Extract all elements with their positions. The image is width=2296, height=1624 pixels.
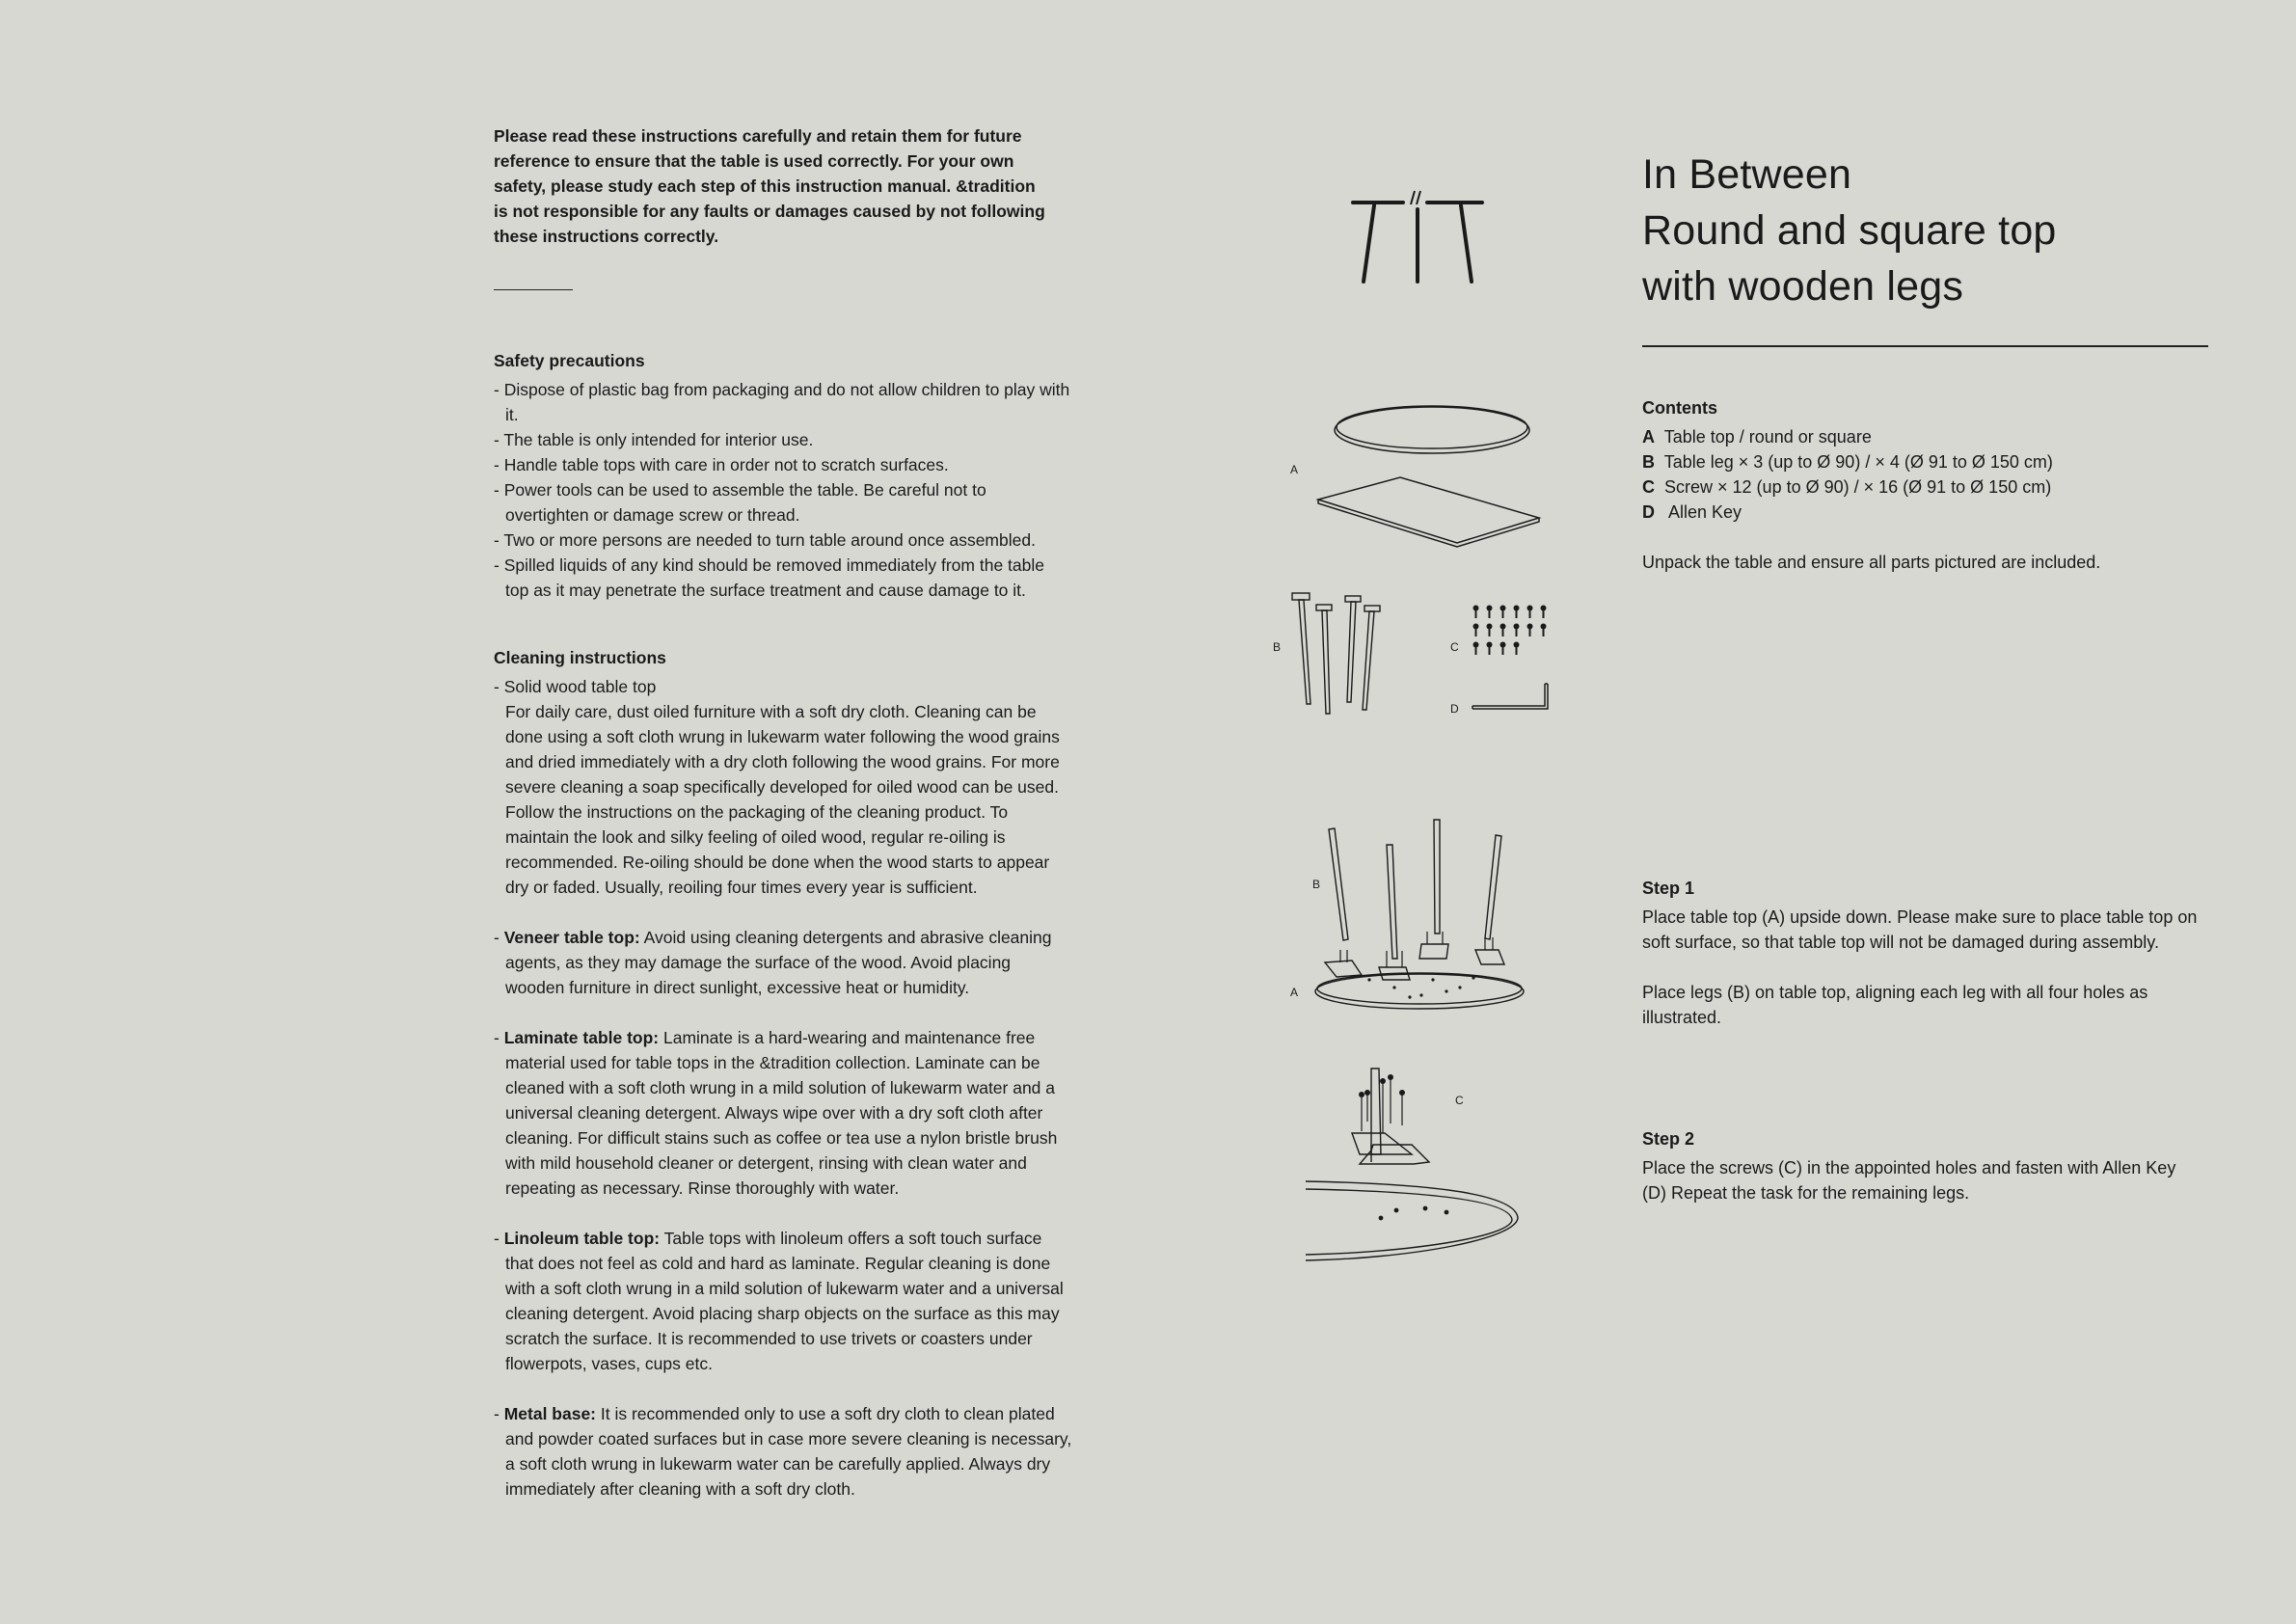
step1-illustration (1302, 818, 1538, 1020)
title-line-3: with wooden legs (1642, 263, 1964, 310)
list-item: - Dispose of plastic bag from packaging and do not allow children to play with it. (494, 380, 1070, 424)
cleaning-title: Cleaning instructions (494, 648, 666, 667)
table-top-illustration (1311, 400, 1553, 555)
step2-illustration (1304, 1066, 1530, 1278)
title-line-2: Round and square top (1642, 207, 2057, 254)
title-line-1: In Between (1642, 151, 1852, 198)
step1-text-2: Place legs (B) on table top, aligning each leg with all four holes as illustrated. (1642, 983, 2148, 1027)
list-item (494, 674, 1072, 900)
contents-item-a: A Table top / round or square (1642, 427, 1872, 447)
step1-text-1: Place table top (A) upside down. Please make sure to place table top on soft surface, so that table top will not be damaged during assembly. (1642, 907, 2198, 952)
linoleum-label: Linoleum table top: (503, 1229, 661, 1248)
list-item: - Veneer table top: Avoid using cleaning detergents and abrasive cleaning agents, as they may damage the surface of the wood. Avoid placing wooden furniture in direct sunlight, excessive heat or humidity. (494, 928, 1052, 997)
cleaning-list (494, 674, 1072, 900)
contents-item-d: D Allen Key (1642, 502, 1742, 522)
laminate-body: Laminate is a hard-wearing and maintenance free material used for table tops in the &tradition collection. Laminate can be cleaned with a soft cloth wrung in a mild solution of lukewarm water and a universal cleaning detergent. Always wipe over with a dry soft cloth after cleaning. For difficult stains such as coffee or tea use a nylon bristle brush with mild household cleaner or detergent, rinsing with clean water and repeating as necessary. Rinse thoroughly with water. (505, 1028, 1058, 1198)
label-a: A (1290, 463, 1299, 476)
list-item: - Linoleum table top: Table tops with linoleum offers a soft touch surface that does not feel as cold and hard as laminate. Regular cleaning is done with a soft cloth wrung in a mild solution of lukewarm water and a universal cleaning detergent. Avoid placing sharp objects on the surface as this may scratch the surface. It is recommended to use trivets or coasters under flowerpots, vases, cups etc. (494, 1229, 1064, 1373)
laminate-label: Laminate table top: (503, 1028, 660, 1047)
contents-list (1642, 424, 2211, 525)
safety-title: Safety precautions (494, 351, 645, 370)
step1-title: Step 1 (1642, 879, 1695, 898)
title-divider (1642, 345, 2208, 347)
solid-wood-body: For daily care, dust oiled furniture with a soft dry cloth. Cleaning can be done using a soft cloth wrung in lukewarm water following the wood grains and dried immediately with a dry cloth following the wood grains. For more severe cleaning a soap specifically developed for oiled wood can be used. Follow the instructions on the packaging of the cleaning product. To maintain the look and silky feeling of oiled wood, regular re-oiling is recommended. Re-oiling should be done when the wood starts to appear dry or faded. Usually, reoiling four times every year is sufficient. (505, 702, 1060, 897)
metal-body: It is recommended only to use a soft dry cloth to clean plated and powder coated surfaces but in case more severe cleaning is necessary, a soft cloth wrung in lukewarm water can be carefully applied. Always dry immediately after cleaning with a soft dry cloth. (505, 1404, 1072, 1499)
step-1 (1642, 876, 2221, 1030)
brand-logo-icon (1345, 188, 1490, 289)
product-column (1642, 147, 2211, 575)
divider (494, 289, 573, 290)
list-item: - Handle table tops with care in order not to scratch surfaces. (494, 455, 949, 474)
allen-key-illustration (1471, 680, 1557, 714)
solid-wood-head: - Solid wood table top (494, 677, 657, 696)
label-d: D (1450, 702, 1459, 716)
label-c-step2: C (1455, 1094, 1464, 1107)
metal-label: Metal base: (503, 1404, 597, 1423)
veneer-body: Avoid using cleaning detergents and abrasive cleaning agents, as they may damage the surface of the wood. Avoid placing wooden furniture in direct sunlight, excessive heat or humidity. (505, 928, 1052, 997)
table-legs-illustration (1287, 590, 1398, 720)
label-b-step1: B (1312, 878, 1321, 891)
step2-title: Step 2 (1642, 1129, 1695, 1149)
page-title (1642, 147, 2211, 314)
intro-text: Please read these instructions carefully and retain them for future reference to ensure that the table is used correctly. For your own safety, please study each step of this instruction manual. &tradition is not responsible for any faults or damages caused by not following these instructions correctly. (494, 126, 1045, 246)
safety-list (494, 377, 1072, 603)
linoleum-body: Table tops with linoleum offers a soft touch surface that does not feel as cold and hard as laminate. Regular cleaning is done with a soft cloth wrung in a mild solution of lukewarm water and a universal cleaning detergent. Avoid placing sharp objects on the surface as this may scratch the surface. It is recommended to use trivets or coasters under flowerpots, vases, cups etc. (505, 1229, 1064, 1373)
list-item: - Two or more persons are needed to turn table around once assembled. (494, 530, 1036, 550)
label-a-step1: A (1290, 986, 1299, 999)
veneer-label: Veneer table top: (503, 928, 640, 947)
list-item: - Metal base: It is recommended only to use a soft dry cloth to clean plated and powder coated surfaces but in case more severe cleaning is necessary, a soft cloth wrung in lukewarm water can be carefully applied. Always dry immediately after cleaning with a soft dry cloth. (494, 1404, 1072, 1499)
step-2 (1642, 1126, 2201, 1205)
list-item: - Laminate table top: Laminate is a hard-wearing and maintenance free material used for table tops in the &tradition collection. Laminate can be cleaned with a soft cloth wrung in a mild solution of lukewarm water and a universal cleaning detergent. Always wipe over with a dry soft cloth after cleaning. For difficult stains such as coffee or tea use a nylon bristle brush with mild household cleaner or detergent, rinsing with clean water and repeating as necessary. Rinse thoroughly with water. (494, 1028, 1058, 1198)
contents-title: Contents (1642, 398, 1717, 418)
step2-text: Place the screws (C) in the appointed holes and fasten with Allen Key (D) Repeat the task for the remaining legs. (1642, 1158, 2176, 1203)
instructions-column (494, 123, 1072, 1502)
label-b: B (1273, 640, 1282, 654)
list-item: - The table is only intended for interior use. (494, 430, 814, 449)
list-item: - Spilled liquids of any kind should be removed immediately from the table top as it may penetrate the surface treatment and cause damage to it. (494, 555, 1044, 600)
screws-illustration (1471, 603, 1557, 661)
contents-item-b: B Table leg × 3 (up to Ø 90) / × 4 (Ø 91 to Ø 150 cm) (1642, 452, 2053, 472)
label-c: C (1450, 640, 1459, 654)
list-item: - Power tools can be used to assemble the table. Be careful not to overtighten or damage screw or thread. (494, 480, 986, 525)
contents-item-c: C Screw × 12 (up to Ø 90) / × 16 (Ø 91 to Ø 150 cm) (1642, 477, 2052, 497)
unpack-text: Unpack the table and ensure all parts pictured are included. (1642, 553, 2101, 572)
